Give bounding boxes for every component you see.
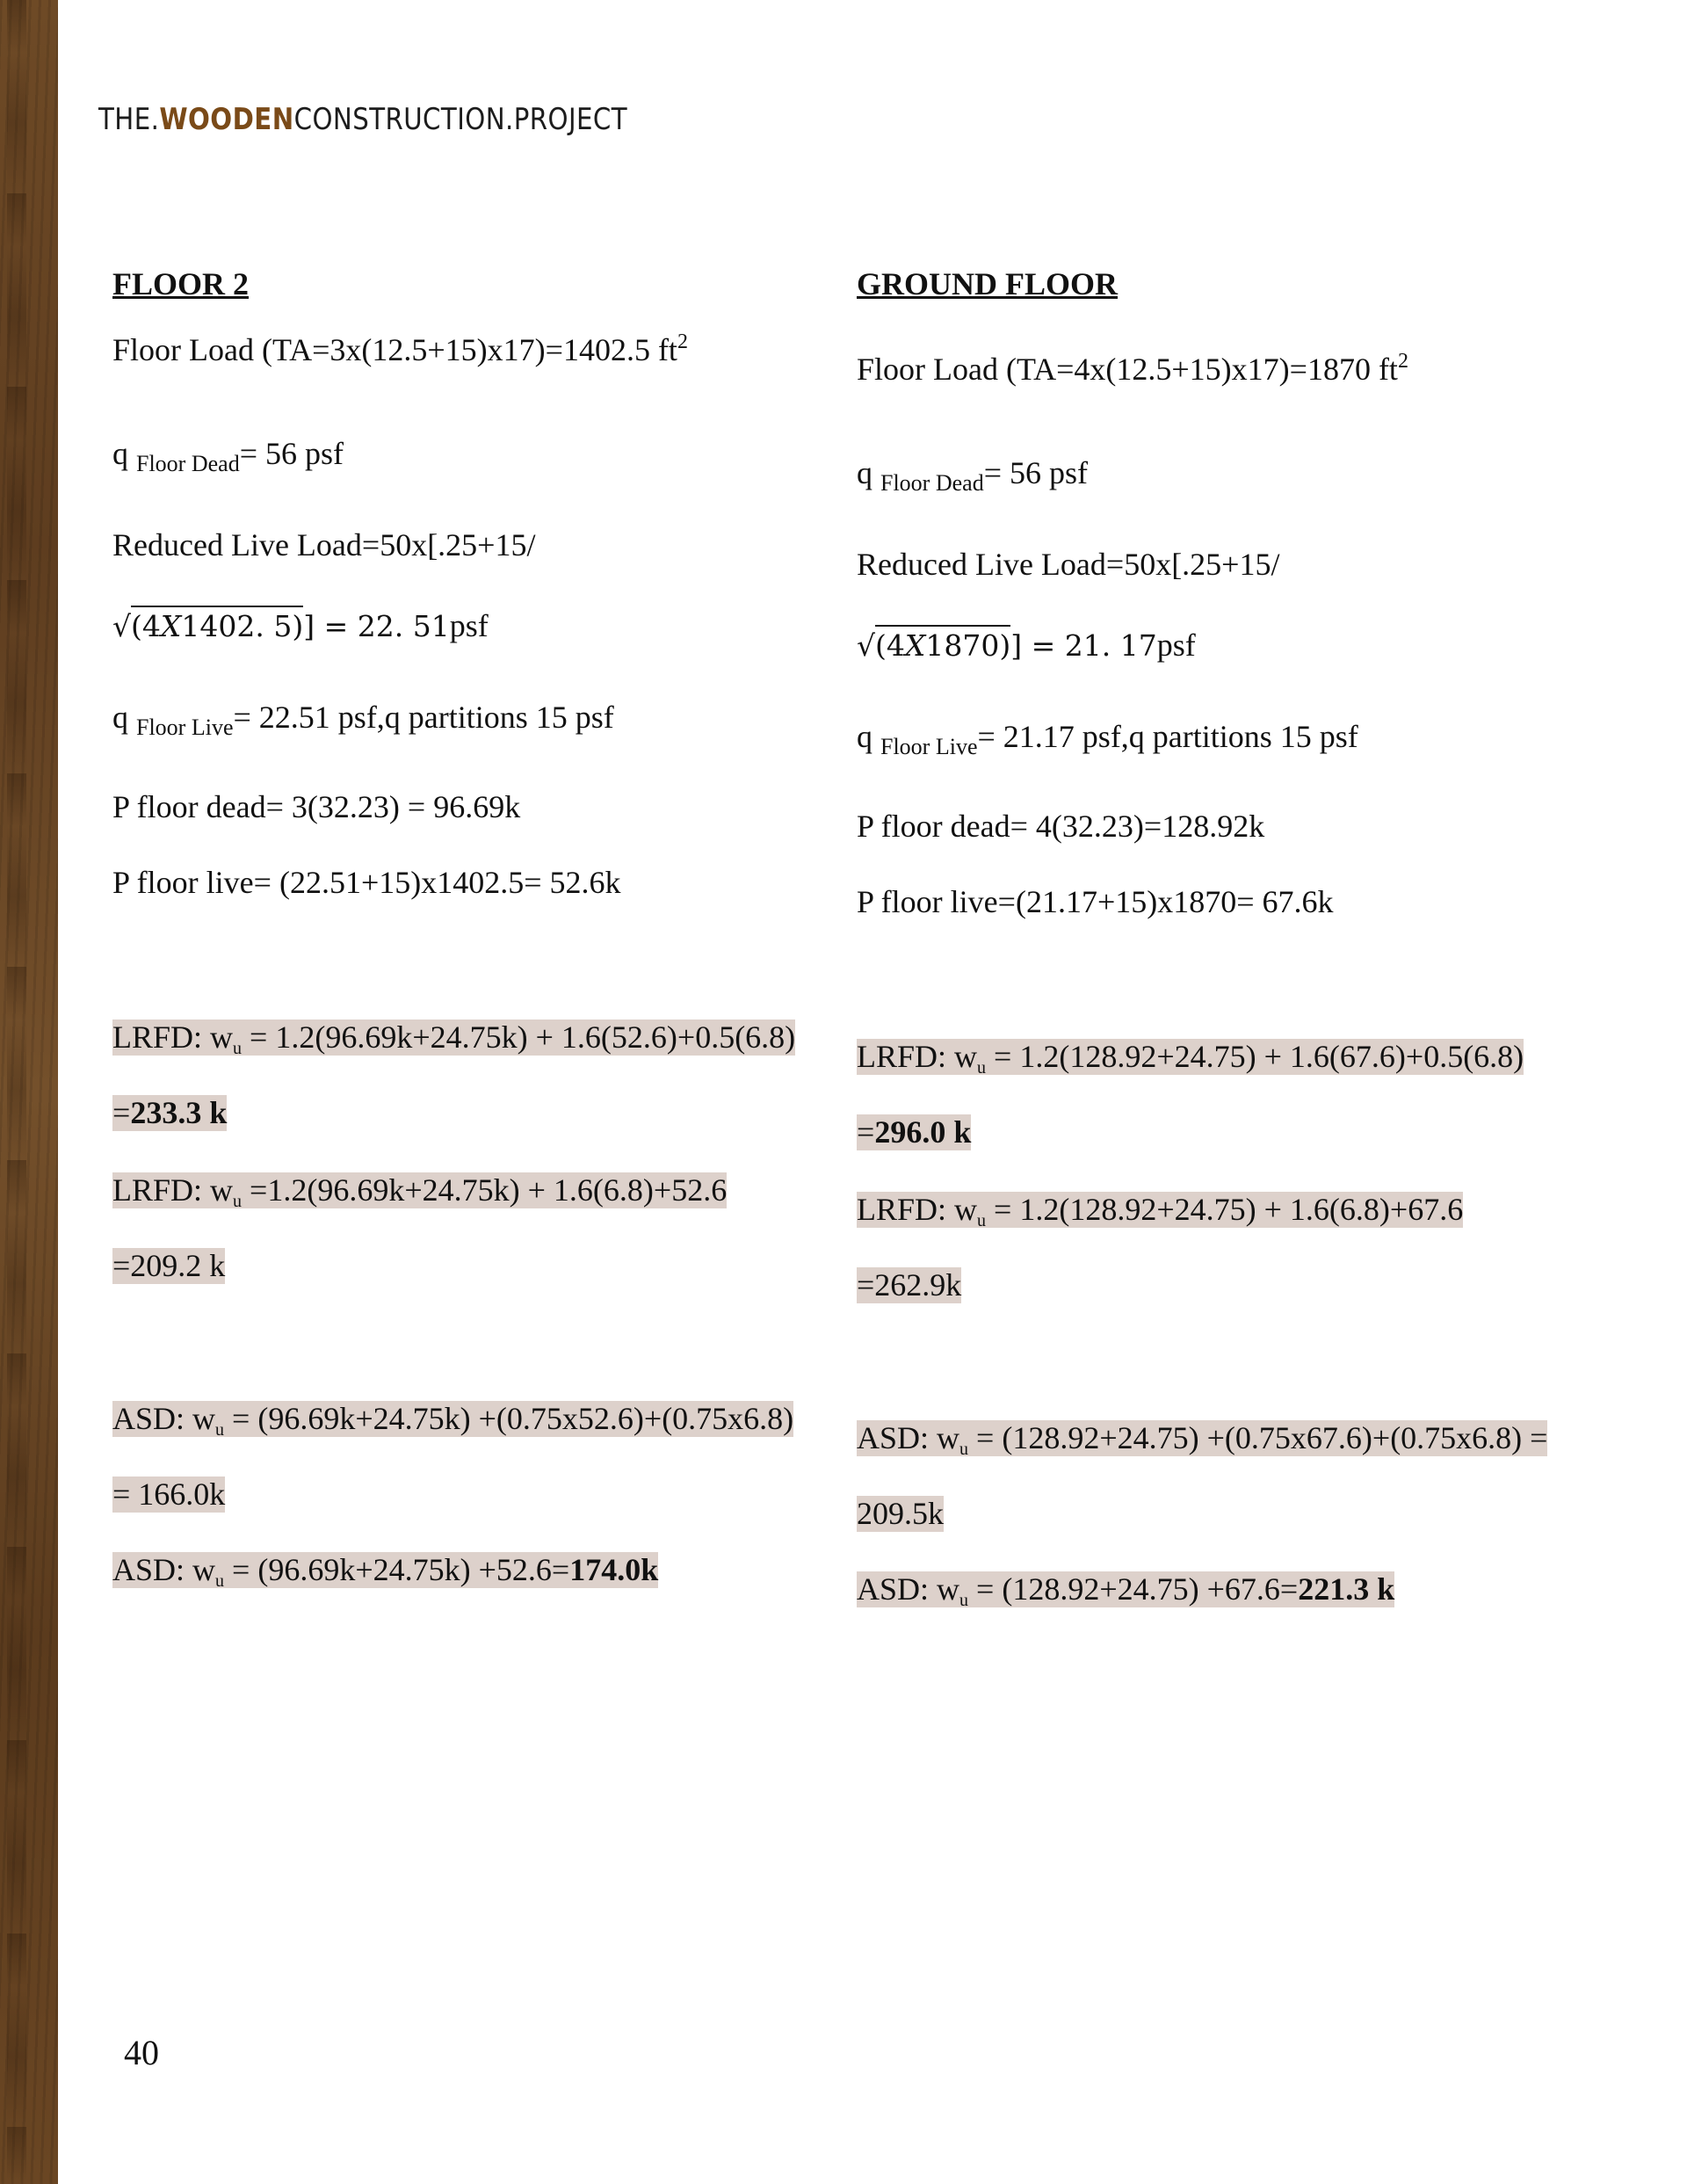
sqrt-expression bbox=[857, 629, 1010, 663]
page-number: 40 bbox=[124, 2033, 159, 2072]
floor-live-subscript: Floor Live bbox=[136, 715, 234, 740]
floor-load-text: Floor Load (TA=4x(12.5+15)x17)=1870 ft bbox=[857, 352, 1398, 387]
floor-load-line bbox=[112, 332, 688, 368]
p-floor-dead-line: P floor dead= 3(32.23) = 96.69k bbox=[112, 789, 521, 824]
q-floor-live-line bbox=[857, 719, 1358, 759]
asd-result-2: 221.3 k bbox=[1298, 1571, 1395, 1607]
lrfd-result-2: =262.9k bbox=[857, 1267, 962, 1302]
p-floor-dead-line: P floor dead= 4(32.23)=128.92k bbox=[857, 809, 1265, 844]
squared-superscript: 2 bbox=[1397, 350, 1408, 373]
lrfd-result-2: =209.2 k bbox=[112, 1248, 226, 1283]
q-floor-live-line bbox=[112, 700, 614, 740]
reduced-live-load-line: Reduced Live Load=50x[.25+15/ bbox=[112, 527, 536, 562]
floor-live-value: = 22.51 psf,q partitions 15 psf bbox=[233, 700, 614, 735]
asd-combination-2: ASD: wu = (96.69k+24.75k) +52.6=174.0k bbox=[112, 1552, 659, 1591]
sqrt-unit: psf bbox=[1156, 628, 1196, 663]
q-symbol: q bbox=[112, 700, 128, 735]
q-floor-dead-line bbox=[857, 455, 1089, 496]
sqrt-radical-icon: √ bbox=[112, 609, 132, 643]
sqrt-radicand: (4X1870) bbox=[875, 625, 1010, 663]
sqrt-radical-icon: √ bbox=[857, 628, 876, 663]
squared-superscript: 2 bbox=[677, 330, 688, 353]
brand-header bbox=[98, 102, 627, 137]
u-subscript: u bbox=[977, 1058, 987, 1077]
lrfd-combination-2: LRFD: wu =1.2(96.69k+24.75k) + 1.6(6.8)+52.6 bbox=[112, 1172, 728, 1211]
sqrt-unit: psf bbox=[449, 608, 489, 643]
sqrt-result: ] = 21. 17 bbox=[1010, 628, 1157, 663]
lrfd-result-1: =233.3 k bbox=[112, 1095, 228, 1130]
floor-live-value: = 21.17 psf,q partitions 15 psf bbox=[977, 719, 1358, 754]
sqrt-result: ] = 22. 51 bbox=[303, 609, 450, 643]
q-symbol: q bbox=[857, 719, 872, 754]
u-subscript: u bbox=[233, 1039, 243, 1058]
q-floor-dead-line bbox=[112, 436, 344, 476]
column-heading: GROUND FLOOR bbox=[857, 266, 1118, 301]
sqrt-expression bbox=[112, 610, 303, 643]
brand-prefix: THE. bbox=[98, 102, 160, 137]
sqrt-formula-line bbox=[857, 628, 1196, 664]
p-floor-live-line: P floor live=(21.17+15)x1870= 67.6k bbox=[857, 884, 1334, 919]
lrfd-combination-2: LRFD: wu = 1.2(128.92+24.75) + 1.6(6.8)+67.6 bbox=[857, 1192, 1464, 1230]
u-subscript: u bbox=[215, 1420, 225, 1440]
u-subscript: u bbox=[233, 1192, 243, 1211]
floor-live-subscript: Floor Live bbox=[880, 734, 978, 759]
asd-result-1: = 166.0k bbox=[112, 1477, 226, 1512]
u-subscript: u bbox=[959, 1591, 969, 1610]
lrfd-result-1: =296.0 k bbox=[857, 1114, 972, 1150]
floor-load-text: Floor Load (TA=3x(12.5+15)x17)=1402.5 ft bbox=[112, 332, 677, 367]
u-subscript: u bbox=[977, 1211, 987, 1230]
q-symbol: q bbox=[112, 436, 128, 471]
floor-dead-value: = 56 psf bbox=[983, 455, 1089, 490]
lrfd-combination-1: LRFD: wu = 1.2(128.92+24.75) + 1.6(67.6)+0.5(6.8) bbox=[857, 1039, 1524, 1077]
floor-dead-subscript: Floor Dead bbox=[136, 451, 240, 476]
u-subscript: u bbox=[215, 1571, 225, 1591]
floor-load-line bbox=[857, 352, 1408, 388]
floor-dead-value: = 56 psf bbox=[239, 436, 344, 471]
sqrt-radicand: (4X1402. 5) bbox=[131, 606, 303, 643]
u-subscript: u bbox=[959, 1440, 969, 1459]
wood-grain-border bbox=[0, 0, 58, 2184]
p-floor-live-line: P floor live= (22.51+15)x1402.5= 52.6k bbox=[112, 865, 621, 900]
brand-accent: WOODEN bbox=[159, 102, 294, 137]
asd-result-2: 174.0k bbox=[569, 1552, 659, 1587]
reduced-live-load-line: Reduced Live Load=50x[.25+15/ bbox=[857, 547, 1280, 582]
asd-result-1: 209.5k bbox=[857, 1496, 944, 1531]
asd-combination-1: ASD: wu = (96.69k+24.75k) +(0.75x52.6)+(0.75x6.8) bbox=[112, 1401, 794, 1440]
asd-combination-1: ASD: wu = (128.92+24.75) +(0.75x67.6)+(0.75x6.8) = bbox=[857, 1420, 1548, 1459]
floor-dead-subscript: Floor Dead bbox=[880, 470, 984, 496]
asd-combination-2: ASD: wu = (128.92+24.75) +67.6=221.3 k bbox=[857, 1571, 1395, 1610]
q-symbol: q bbox=[857, 455, 872, 490]
lrfd-combination-1: LRFD: wu = 1.2(96.69k+24.75k) + 1.6(52.6)+0.5(6.8) bbox=[112, 1019, 796, 1058]
sqrt-formula-line bbox=[112, 608, 489, 644]
brand-suffix: CONSTRUCTION.PROJECT bbox=[293, 102, 628, 137]
column-heading: FLOOR 2 bbox=[112, 266, 250, 301]
